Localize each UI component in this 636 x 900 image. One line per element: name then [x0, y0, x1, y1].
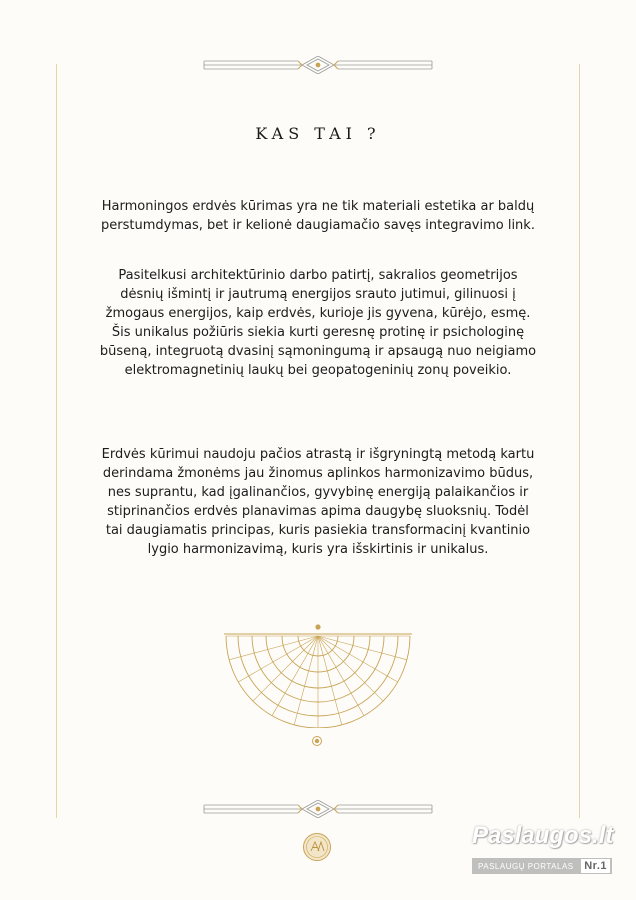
page-title: KAS TAI ?	[255, 124, 381, 143]
monogram-emblem-icon	[302, 832, 332, 862]
watermark-subtitle: PASLAUGŲ PORTALAS	[478, 861, 574, 871]
right-border-line	[579, 64, 580, 818]
watermark-badge: Nr.1	[581, 859, 610, 873]
art-deco-ornament-icon	[202, 56, 434, 74]
paragraph-approach: Pasitelkusi architektūrinio darbo patirtį, sakralios geometrijos dėsnių išmintį ir jautrumą energijos srauto jutimui, gilinuosi į žmogaus energijos, kaip erdvės, kurioje jis gyvena, kūrėjo, esmę. Šis unikalus požiūris siekia kurti geresnę protinę ir psichologinę būseną, integruotą dvasinį sąmoningumą ir apsaugą nuo neigiamo elektromagnetinių laukų bei geopatogeninių zonų poveikio.	[99, 268, 537, 378]
paragraph-intro: Harmoningos erdvės kūrimas yra ne tik materiali estetika ar baldų perstumdymas, bet ir kelionė daugiamačio savęs integravimo link.	[101, 199, 535, 233]
art-deco-ornament-icon	[202, 800, 434, 818]
paslaugos-watermark	[470, 822, 616, 878]
sacred-geometry-semicircle-icon	[222, 622, 414, 728]
gold-dot-icon	[311, 735, 323, 747]
watermark-subtitle-bar	[472, 858, 612, 874]
watermark-name: Paslaugos.lt	[472, 822, 614, 849]
paragraph-method: Erdvės kūrimui naudoju pačios atrastą ir išgryningtą metodą kartu derindama žmonėms jau žinomus aplinkos harmonizavimo būdus, nes suprantu, kad įgalinančios, gyvybinę energiją palaikančios ir stiprinančios erdvės planavimas apima daugybę sluoksnių. Todėl tai daugiamatis principas, kuris pasiekia transformacinį kvantinio lygio harmonizavimą, kuris yra išskirtinis ir unikalus.	[101, 447, 535, 557]
left-border-line	[56, 64, 57, 818]
